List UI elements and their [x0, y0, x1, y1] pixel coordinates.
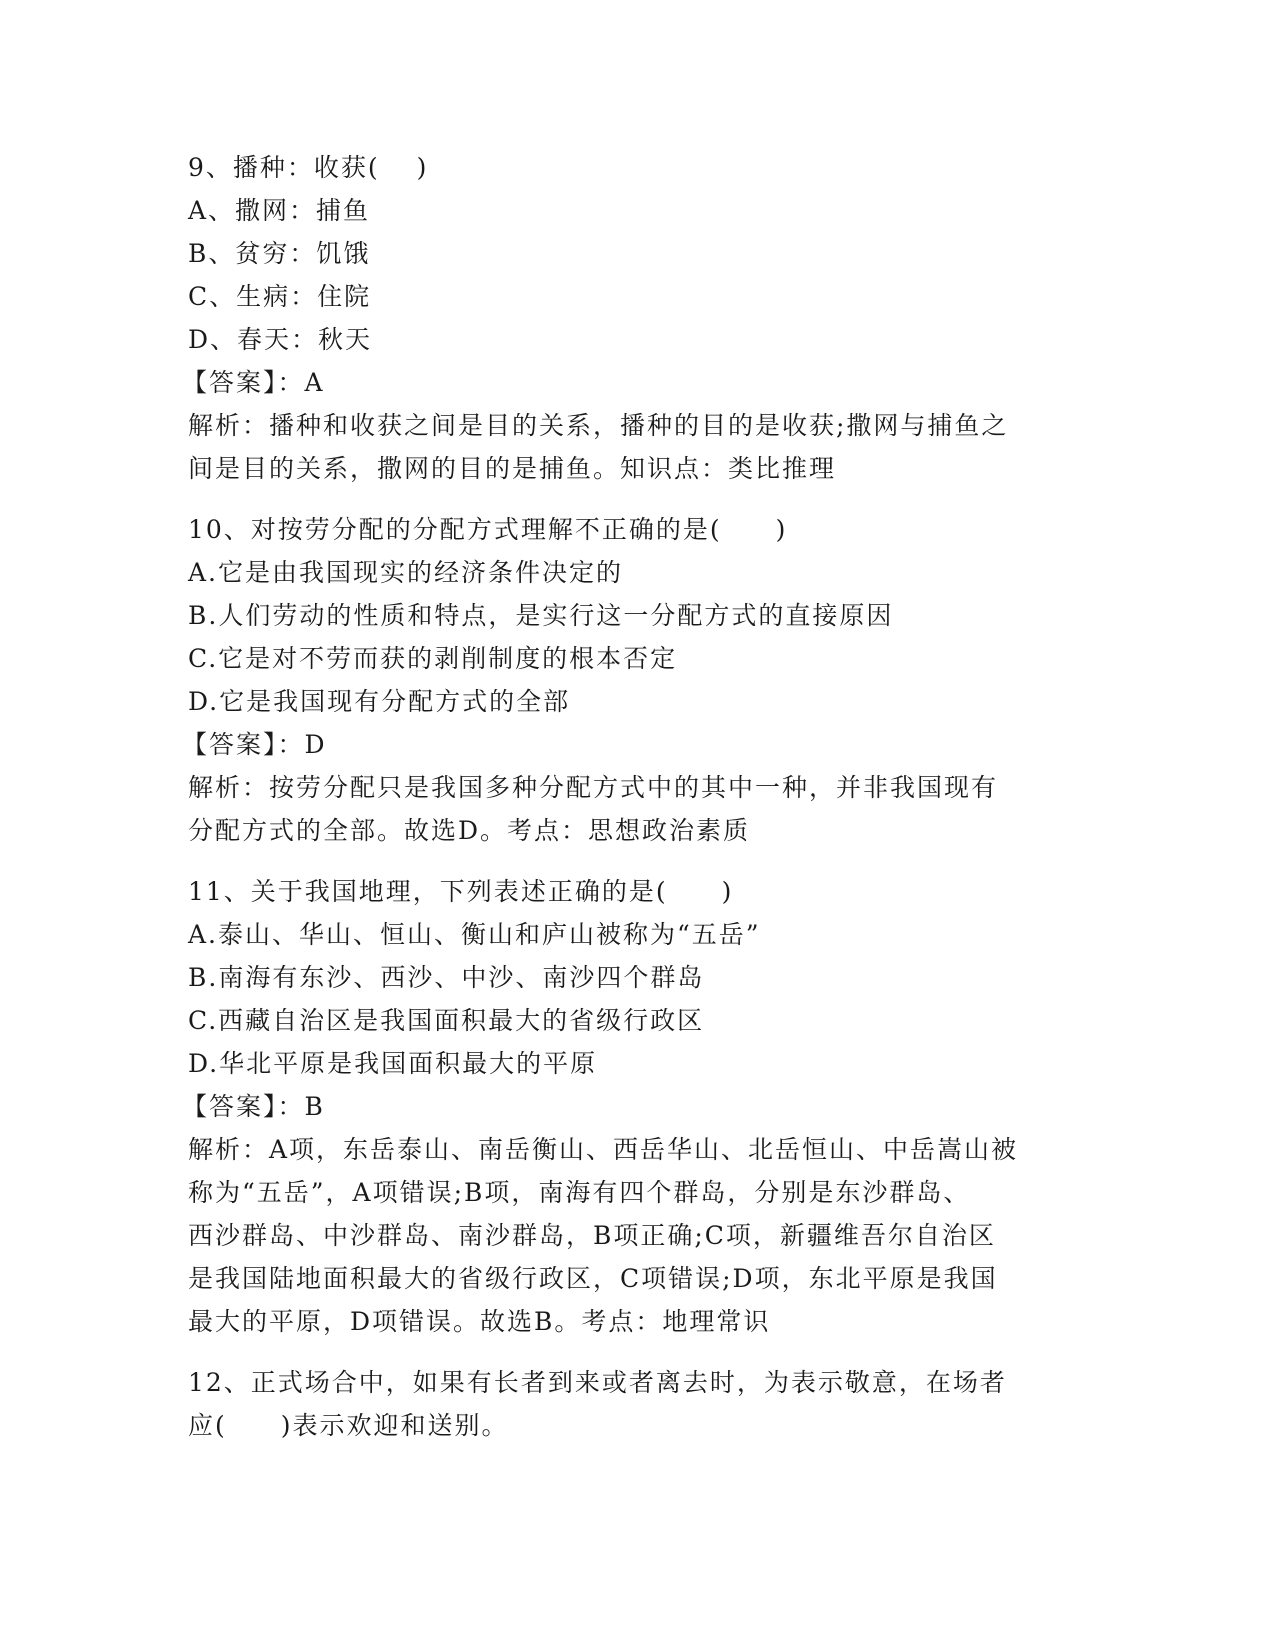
option-a: A.泰山、华山、恒山、衡山和庐山被称为“五岳”	[188, 920, 761, 949]
question-stem: 11、关于我国地理，下列表述正确的是( )	[188, 877, 734, 906]
answer-line: 【答案】：A	[182, 368, 325, 397]
option-b: B、贫穷：饥饿	[188, 239, 371, 268]
answer-line: 【答案】：B	[182, 1092, 325, 1121]
option-d: D、春天：秋天	[188, 325, 373, 354]
option-a: A.它是由我国现实的经济条件决定的	[188, 558, 624, 587]
explanation-line: 称为“五岳”，A项错误;B项，南海有四个群岛，分别是东沙群岛、	[188, 1178, 971, 1207]
explanation-line: 分配方式的全部。故选D。考点：思想政治素质	[188, 816, 751, 845]
explanation-line: 解析：按劳分配只是我国多种分配方式中的其中一种，并非我国现有	[188, 773, 999, 802]
option-c: C、生病：住院	[188, 282, 372, 311]
explanation-line: 解析：播种和收获之间是目的关系，播种的目的是收获;撒网与捕鱼之	[188, 411, 1009, 440]
option-c: C.西藏自治区是我国面积最大的省级行政区	[188, 1006, 705, 1035]
option-a: A、撒网：捕鱼	[188, 196, 371, 225]
option-b: B.人们劳动的性质和特点，是实行这一分配方式的直接原因	[188, 601, 894, 630]
explanation-line: 最大的平原，D项错误。故选B。考点：地理常识	[188, 1307, 771, 1336]
option-c: C.它是对不劳而获的剥削制度的根本否定	[188, 644, 678, 673]
exam-page	[182, 146, 1088, 1447]
explanation-line: 西沙群岛、中沙群岛、南沙群岛，B项正确;C项，新疆维吾尔自治区	[188, 1221, 996, 1250]
option-d: D.它是我国现有分配方式的全部	[188, 687, 571, 716]
question-stem: 10、对按劳分配的分配方式理解不正确的是( )	[188, 515, 788, 544]
question-stem: 12、正式场合中，如果有长者到来或者离去时，为表示敬意，在场者	[188, 1368, 1007, 1397]
question-12	[188, 1361, 1088, 1447]
answer-line: 【答案】：D	[182, 730, 327, 759]
explanation-line: 间是目的关系，撒网的目的是捕鱼。知识点：类比推理	[188, 454, 837, 483]
question-stem-continued: 应( )表示欢迎和送别。	[188, 1411, 509, 1440]
question-stem: 9、播种：收获( )	[188, 153, 429, 182]
question-spacer	[188, 490, 1088, 508]
question-spacer	[188, 852, 1088, 870]
question-11	[182, 870, 1088, 1343]
option-d: D.华北平原是我国面积最大的平原	[188, 1049, 598, 1078]
question-9	[182, 146, 1088, 490]
option-b: B.南海有东沙、西沙、中沙、南沙四个群岛	[188, 963, 705, 992]
question-spacer	[188, 1343, 1088, 1361]
question-10	[182, 508, 1088, 852]
explanation-line: 是我国陆地面积最大的省级行政区，C项错误;D项，东北平原是我国	[188, 1264, 998, 1293]
explanation-line: 解析：A项，东岳泰山、南岳衡山、西岳华山、北岳恒山、中岳嵩山被	[188, 1135, 1019, 1164]
